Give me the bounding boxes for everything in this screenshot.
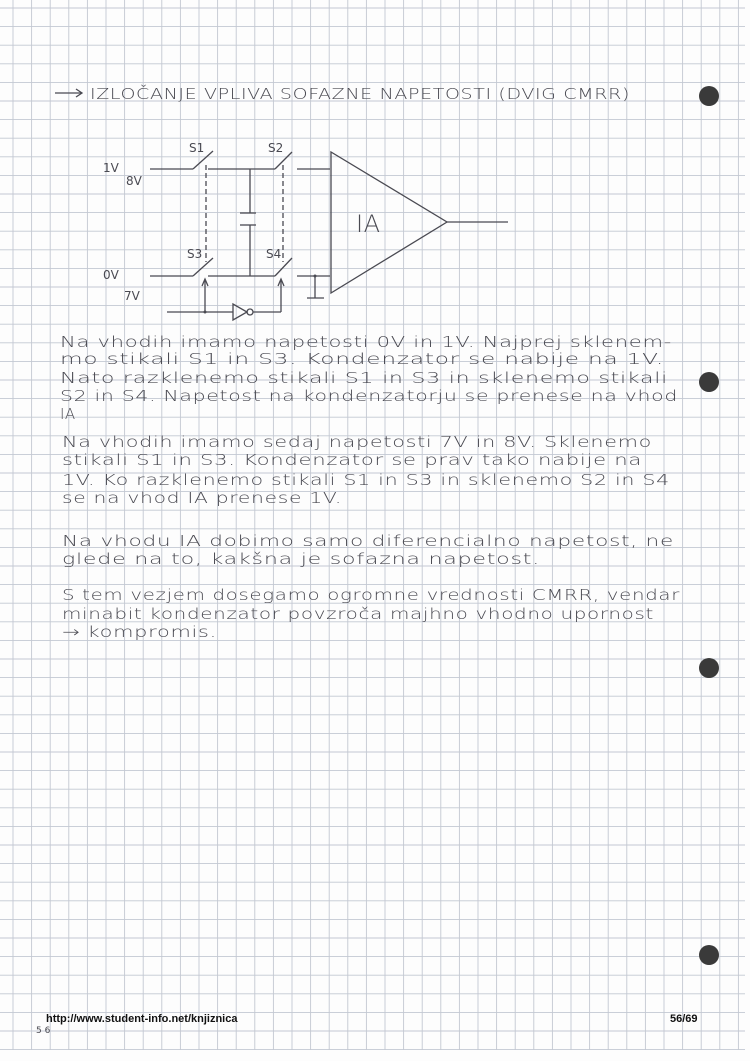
punch-holes [699,86,719,965]
page-title: IZLOČANJE VPLIVA SOFAZNE NAPETOSTI (DVIG CMRR) [90,85,517,103]
instrumentation-amplifier [331,152,447,293]
paragraph-2 [62,433,670,507]
input-bottom-alt-label: 7V [124,289,140,303]
text-line: IA [60,405,76,423]
paragraph-4 [62,586,680,641]
text-line: minabit kondenzator povzroča majhno vhodno upornost [62,605,654,623]
text-line: stikali S1 in S3. Kondenzator se prav tako nabije na [62,451,642,469]
page-number: 56/69 [670,1013,698,1025]
amplifier-label: IA [356,210,381,238]
text-line: 1V. Ko razklenemo stikali S1 in S3 in sklenemo S2 in S4 [62,471,670,489]
text-line: Nato razklenemo stikali S1 in S3 in sklenemo stikali [60,369,668,387]
text-line: Na vhodih imamo sedaj napetosti 7V in 8V. Sklenemo [62,433,652,451]
circuit-diagram [103,141,508,320]
text-line: → kompromis. [62,623,217,641]
paragraph-3 [62,532,674,568]
text-line: S2 in S4. Napetost na kondenzatorju se prenese na vhod [60,387,678,405]
input-bottom-label: 0V [103,268,119,282]
input-top-alt-label: 8V [126,174,142,188]
paragraph-1 [60,333,678,423]
ground-icon [307,275,324,299]
switch-s1-label: S1 [189,141,205,155]
inverter-icon [233,304,247,320]
input-top-label: 1V [103,161,119,175]
switch-s2-label: S2 [268,141,284,155]
capacitor [240,169,256,276]
title-arrow-icon [55,89,82,97]
text-line: Na vhodih imamo napetosti 0V in 1V. Najprej sklenem- [60,333,672,351]
switch-s3-label: S3 [187,247,203,261]
text-line: S tem vezjem dosegamo ogromne vrednosti CMRR, vendar [62,586,681,604]
margin-note: 5 6 [36,1026,51,1036]
footer-url[interactable]: http://www.student-info.net/knjiznica [46,1013,238,1025]
switch-s4-label: S4 [266,247,282,261]
text-line: glede na to, kakšna je sofazna napetost. [62,550,540,568]
text-line: se na vhod IA prenese 1V. [62,489,342,507]
text-line: Na vhodu IA dobimo samo diferencialno napetost, ne [62,532,674,550]
control-logic [167,279,284,320]
text-line: mo stikali S1 in S3. Kondenzator se nabije na 1V. [60,350,664,368]
